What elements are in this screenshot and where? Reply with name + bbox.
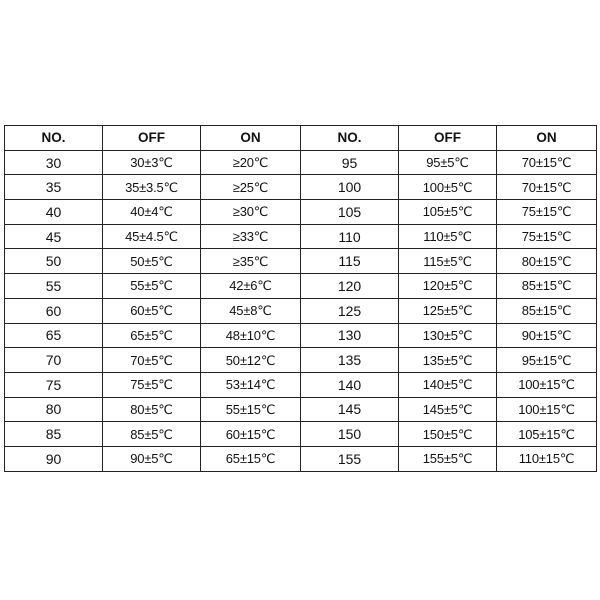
cell-off-left: 80±5℃: [103, 397, 201, 422]
cell-off-right: 135±5℃: [399, 348, 497, 373]
cell-no-right: 150: [301, 422, 399, 447]
cell-on-right: 100±15℃: [497, 397, 597, 422]
cell-no-right: 100: [301, 175, 399, 200]
header-off-left: OFF: [103, 126, 201, 151]
table-row: [5, 298, 597, 323]
cell-on-right: 70±15℃: [497, 175, 597, 200]
table-row: [5, 397, 597, 422]
cell-no-right: 115: [301, 249, 399, 274]
table-row: [5, 150, 597, 175]
cell-on-left: 60±15℃: [201, 422, 301, 447]
cell-on-right: 105±15℃: [497, 422, 597, 447]
table-body: [5, 150, 597, 471]
table-row: [5, 274, 597, 299]
cell-on-right: 95±15℃: [497, 348, 597, 373]
cell-on-right: 75±15℃: [497, 224, 597, 249]
cell-on-right: 70±15℃: [497, 150, 597, 175]
cell-off-left: 35±3.5℃: [103, 175, 201, 200]
table-row: [5, 224, 597, 249]
cell-on-left: 45±8℃: [201, 298, 301, 323]
cell-off-left: 70±5℃: [103, 348, 201, 373]
cell-no-left: 30: [5, 150, 103, 175]
cell-off-left: 60±5℃: [103, 298, 201, 323]
cell-on-left: 55±15℃: [201, 397, 301, 422]
cell-no-right: 130: [301, 323, 399, 348]
cell-off-right: 105±5℃: [399, 200, 497, 225]
cell-on-left: 48±10℃: [201, 323, 301, 348]
cell-no-left: 75: [5, 372, 103, 397]
cell-off-left: 40±4℃: [103, 200, 201, 225]
cell-no-right: 155: [301, 446, 399, 471]
table-row: [5, 175, 597, 200]
cell-on-right: 80±15℃: [497, 249, 597, 274]
table-row: [5, 348, 597, 373]
cell-no-right: 95: [301, 150, 399, 175]
header-no-left: NO.: [5, 126, 103, 151]
cell-off-left: 75±5℃: [103, 372, 201, 397]
table-row: [5, 200, 597, 225]
cell-off-right: 125±5℃: [399, 298, 497, 323]
cell-on-left: 53±14℃: [201, 372, 301, 397]
cell-off-right: 145±5℃: [399, 397, 497, 422]
cell-off-left: 85±5℃: [103, 422, 201, 447]
cell-on-left: 42±6℃: [201, 274, 301, 299]
cell-off-left: 65±5℃: [103, 323, 201, 348]
cell-off-left: 45±4.5℃: [103, 224, 201, 249]
cell-off-right: 110±5℃: [399, 224, 497, 249]
cell-off-left: 50±5℃: [103, 249, 201, 274]
cell-off-right: 95±5℃: [399, 150, 497, 175]
cell-no-right: 110: [301, 224, 399, 249]
cell-off-left: 90±5℃: [103, 446, 201, 471]
cell-no-left: 60: [5, 298, 103, 323]
cell-off-right: 150±5℃: [399, 422, 497, 447]
cell-no-right: 145: [301, 397, 399, 422]
cell-no-right: 120: [301, 274, 399, 299]
cell-no-left: 85: [5, 422, 103, 447]
table-row: [5, 323, 597, 348]
header-on-left: ON: [201, 126, 301, 151]
cell-no-left: 70: [5, 348, 103, 373]
header-off-right: OFF: [399, 126, 497, 151]
cell-no-left: 80: [5, 397, 103, 422]
table-row: [5, 249, 597, 274]
table-header-row: [5, 126, 597, 151]
cell-no-right: 105: [301, 200, 399, 225]
cell-on-right: 90±15℃: [497, 323, 597, 348]
cell-no-right: 140: [301, 372, 399, 397]
header-on-right: ON: [497, 126, 597, 151]
temperature-table: [4, 125, 597, 472]
cell-on-left: ≥30℃: [201, 200, 301, 225]
cell-on-right: 85±15℃: [497, 298, 597, 323]
cell-no-left: 55: [5, 274, 103, 299]
cell-on-right: 110±15℃: [497, 446, 597, 471]
cell-no-left: 50: [5, 249, 103, 274]
cell-on-left: 65±15℃: [201, 446, 301, 471]
cell-no-right: 125: [301, 298, 399, 323]
cell-no-left: 35: [5, 175, 103, 200]
cell-off-right: 155±5℃: [399, 446, 497, 471]
cell-off-right: 140±5℃: [399, 372, 497, 397]
table-row: [5, 446, 597, 471]
cell-off-right: 120±5℃: [399, 274, 497, 299]
cell-on-right: 100±15℃: [497, 372, 597, 397]
cell-off-right: 130±5℃: [399, 323, 497, 348]
temperature-table-container: [4, 125, 596, 472]
header-no-right: NO.: [301, 126, 399, 151]
cell-no-right: 135: [301, 348, 399, 373]
cell-on-left: ≥33℃: [201, 224, 301, 249]
cell-off-right: 115±5℃: [399, 249, 497, 274]
cell-no-left: 90: [5, 446, 103, 471]
cell-on-left: ≥25℃: [201, 175, 301, 200]
table-row: [5, 422, 597, 447]
cell-no-left: 65: [5, 323, 103, 348]
cell-no-left: 45: [5, 224, 103, 249]
cell-off-right: 100±5℃: [399, 175, 497, 200]
cell-off-left: 30±3℃: [103, 150, 201, 175]
cell-no-left: 40: [5, 200, 103, 225]
cell-off-left: 55±5℃: [103, 274, 201, 299]
cell-on-right: 75±15℃: [497, 200, 597, 225]
cell-on-left: 50±12℃: [201, 348, 301, 373]
table-row: [5, 372, 597, 397]
cell-on-left: ≥20℃: [201, 150, 301, 175]
cell-on-left: ≥35℃: [201, 249, 301, 274]
cell-on-right: 85±15℃: [497, 274, 597, 299]
